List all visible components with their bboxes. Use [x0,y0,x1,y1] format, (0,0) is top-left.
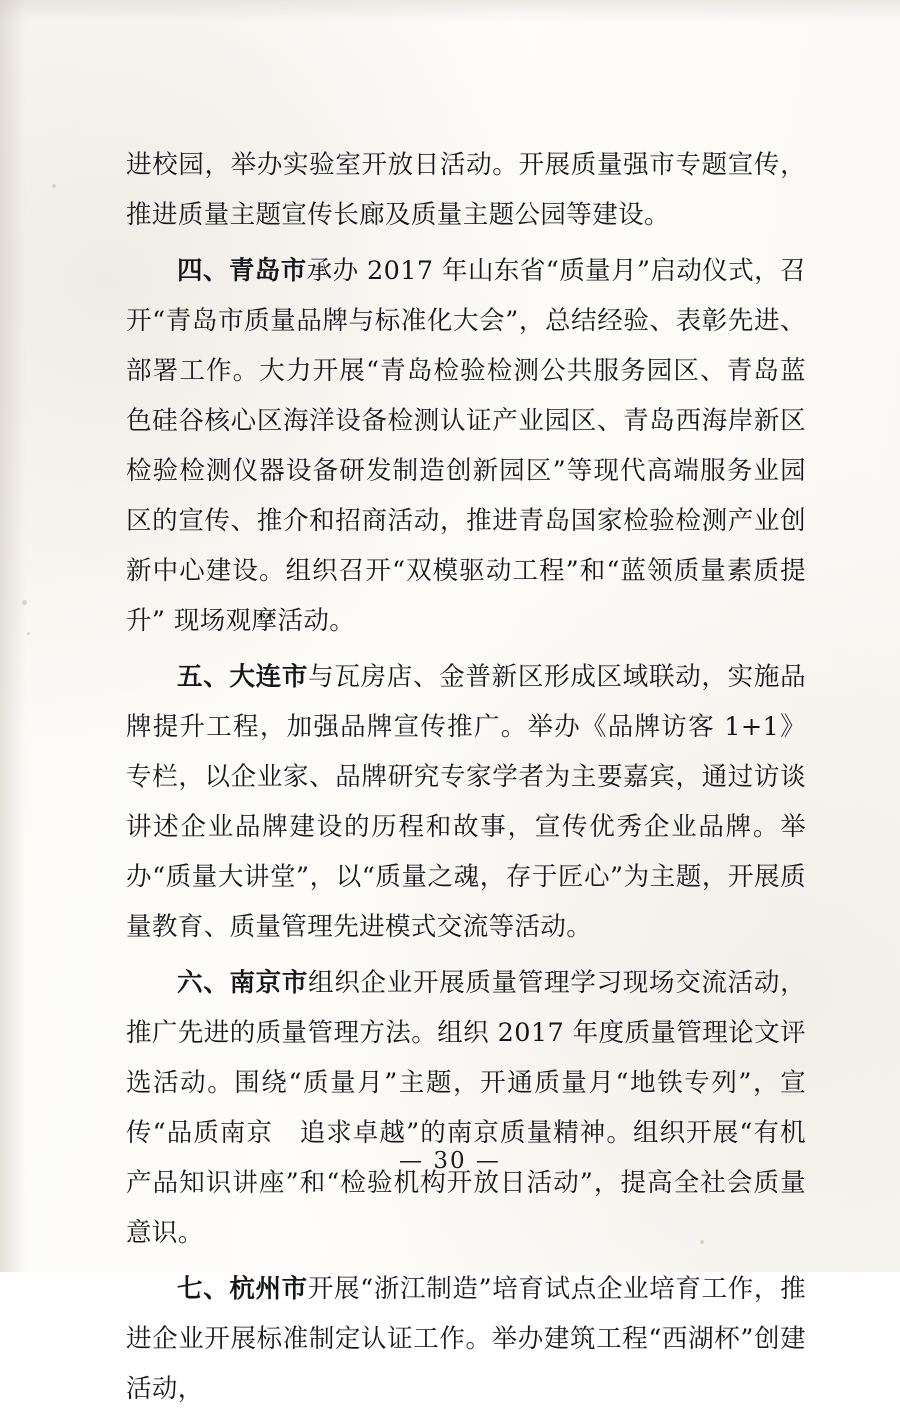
page-edge-shadow-top [0,0,900,22]
paragraph-text: 开展“浙江制造”培育试点企业培育工作，推进企业开展标准制定认证工作。举办建筑工程“西湖杯”创建活动， [126,1274,806,1404]
paragraph-lead-label: 六、南京市 [177,968,309,998]
document-body [126,140,806,1420]
paragraph-item-4 [126,246,806,646]
paragraph-lead-label: 四、青岛市 [177,256,307,286]
paragraph-item-5 [126,652,806,952]
paragraph-text: 组织企业开展质量管理学习现场交流活动，推广先进的质量管理方法。组织 2017 年度质量管理论文评选活动。围绕“质量月”主题，开通质量月“地铁专列”，宣传“品质南京 追求卓越”的南京质量精神。组织开展“有机产品知识讲座”和“检验机构开放日活动”，提高全社会质量意识。 [126,968,806,1248]
paragraph-lead-label: 七、杭州市 [177,1274,308,1304]
paragraph-item-7 [126,1264,806,1414]
paragraph-text: 承办 2017 年山东省“质量月”启动仪式，召开“青岛市质量品牌与标准化大会”，总结经验、表彰先进、部署工作。大力开展“青岛检验检测公共服务园区、青岛蓝色硅谷核心区海洋设备检测认证产业园区、青岛西海岸新区检验检测仪器设备研发制造创新园区”等现代高端服务业园区的宣传、推介和招商活动，推进青岛国家检验检测产业创新中心建设。组织召开“双模驱动工程”和“蓝领质量素质提升” 现场观摩活动。 [126,256,806,636]
scan-speckle [22,600,27,605]
paragraph-continued [126,140,806,240]
page-number: — 30 — [399,1148,501,1174]
paragraph-item-6 [126,958,806,1258]
paragraph-lead-label: 五、大连市 [177,662,309,692]
scan-speckle [27,632,30,635]
paragraph-text: 与瓦房店、金普新区形成区域联动，实施品牌提升工程，加强品牌宣传推广。举办《品牌访客 1+1》专栏，以企业家、品牌研究专家学者为主要嘉宾，通过访谈讲述企业品牌建设的历程和故事，宣传优秀企业品牌。举办“质量大讲堂”，以“质量之魂，存于匠心”为主题，开展质量教育、质量管理先进模式交流等活动。 [126,662,806,942]
scan-speckle [52,184,56,188]
page-edge-shadow-left [0,0,26,1272]
paragraph-text: 进校园，举办实验室开放日活动。开展质量强市专题宣传，推进质量主题宣传长廊及质量主题公园等建设。 [126,150,806,230]
